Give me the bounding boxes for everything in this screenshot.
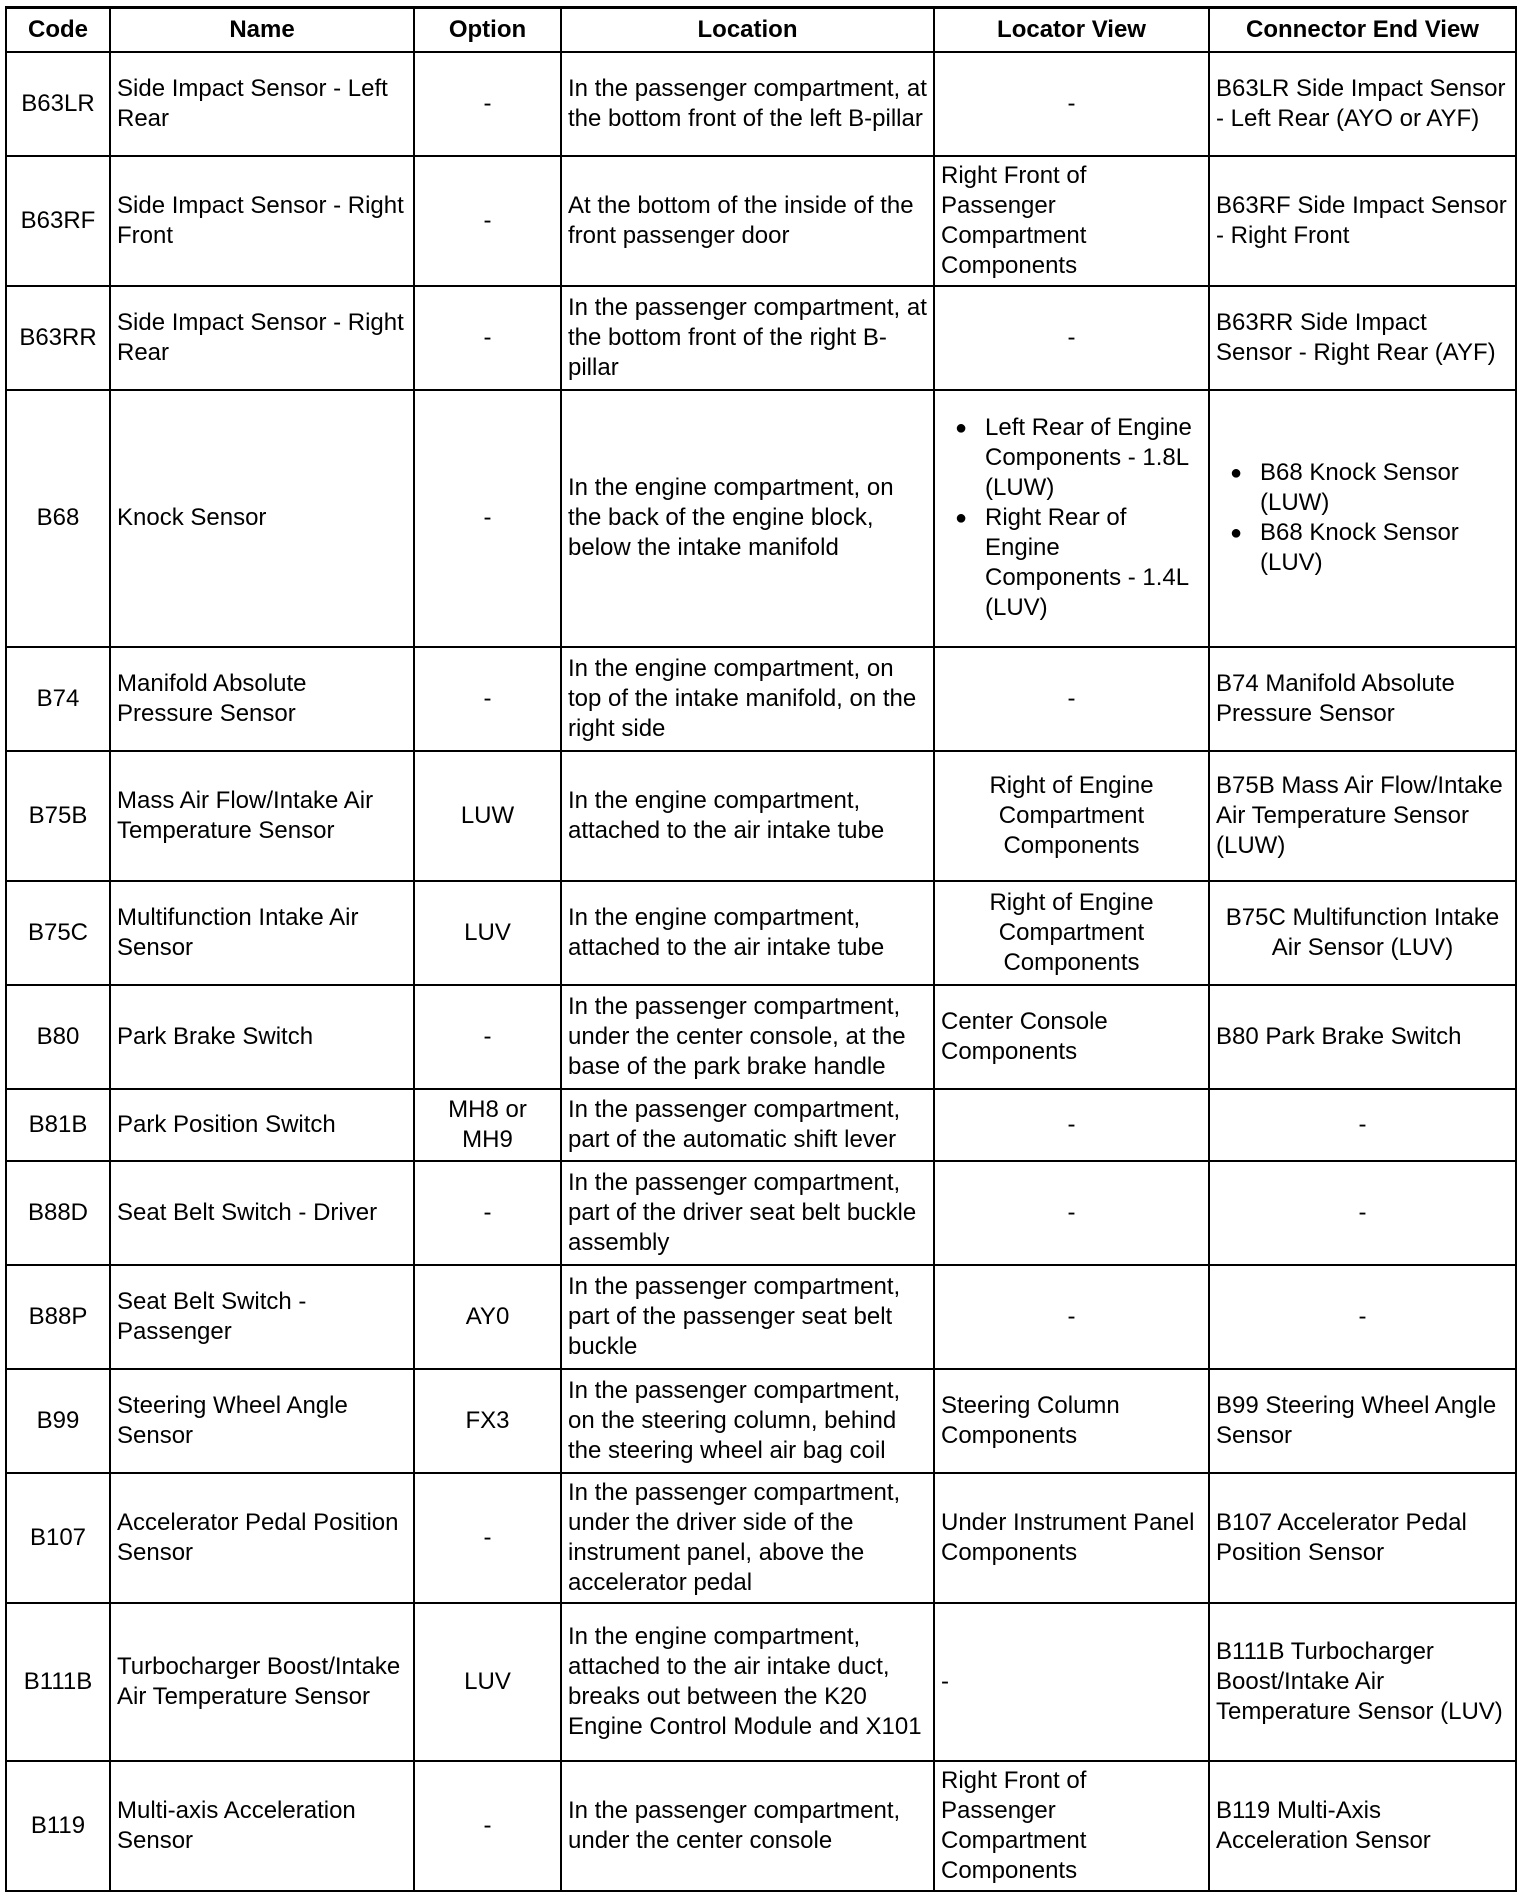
code-cell: B99	[6, 1369, 110, 1473]
table-row	[6, 985, 1516, 1089]
connector-end-view-cell: B119 Multi-Axis Acceleration Sensor	[1209, 1761, 1516, 1891]
header-row	[6, 8, 1516, 52]
header-name: Name	[110, 8, 414, 52]
locator-view-cell: -	[934, 1089, 1209, 1161]
locator-view-cell: Right Front of Passenger Compartment Components	[934, 156, 1209, 286]
option-cell: -	[414, 52, 561, 156]
option-cell: LUW	[414, 751, 561, 881]
list-item: ● B68 Knock Sensor (LUV)	[1216, 518, 1509, 578]
location-cell: In the engine compartment, on top of the intake manifold, on the right side	[561, 647, 934, 751]
name-cell: Knock Sensor	[110, 390, 414, 647]
name-cell: Multifunction Intake Air Sensor	[110, 881, 414, 985]
list-item: ● Left Rear of Engine Components - 1.8L (LUW)	[941, 413, 1202, 503]
locator-view-cell: -	[934, 1265, 1209, 1369]
connector-end-view-cell: -	[1209, 1265, 1516, 1369]
location-cell: In the passenger compartment, part of the driver seat belt buckle assembly	[561, 1161, 934, 1265]
option-cell: -	[414, 286, 561, 390]
table-row	[6, 1761, 1516, 1891]
name-cell: Steering Wheel Angle Sensor	[110, 1369, 414, 1473]
locator-view-cell: Right Front of Passenger Compartment Components	[934, 1761, 1209, 1891]
locator-view-cell: -	[934, 52, 1209, 156]
code-cell: B88P	[6, 1265, 110, 1369]
header-code: Code	[6, 8, 110, 52]
location-cell: In the engine compartment, attached to the air intake tube	[561, 751, 934, 881]
connector-end-view-cell: B63LR Side Impact Sensor - Left Rear (AYO or AYF)	[1209, 52, 1516, 156]
table-row	[6, 286, 1516, 390]
code-cell: B63RR	[6, 286, 110, 390]
option-cell: -	[414, 1161, 561, 1265]
locator-view-cell: Right of Engine Compartment Components	[934, 881, 1209, 985]
locator-view-cell: Right of Engine Compartment Components	[934, 751, 1209, 881]
name-cell: Seat Belt Switch - Passenger	[110, 1265, 414, 1369]
connector-end-view-cell: B63RR Side Impact Sensor - Right Rear (AYF)	[1209, 286, 1516, 390]
code-cell: B75B	[6, 751, 110, 881]
component-locator-table	[5, 6, 1517, 1892]
option-cell: LUV	[414, 881, 561, 985]
header-connector-end-view: Connector End View	[1209, 8, 1516, 52]
connector-end-view-list	[1216, 458, 1509, 578]
code-cell: B111B	[6, 1603, 110, 1761]
connector-end-view-cell: B80 Park Brake Switch	[1209, 985, 1516, 1089]
table-row	[6, 1161, 1516, 1265]
locator-view-cell: Center Console Components	[934, 985, 1209, 1089]
location-cell: In the passenger compartment, under the driver side of the instrument panel, above the accelerator pedal	[561, 1473, 934, 1603]
location-cell: In the passenger compartment, under the center console	[561, 1761, 934, 1891]
option-cell: -	[414, 1761, 561, 1891]
location-cell: At the bottom of the inside of the front passenger door	[561, 156, 934, 286]
locator-view-cell: Steering Column Components	[934, 1369, 1209, 1473]
locator-view-cell: -	[934, 1161, 1209, 1265]
option-cell: AY0	[414, 1265, 561, 1369]
locator-view-list	[941, 413, 1202, 623]
location-cell: In the passenger compartment, part of the passenger seat belt buckle	[561, 1265, 934, 1369]
code-cell: B119	[6, 1761, 110, 1891]
location-cell: In the engine compartment, on the back of the engine block, below the intake manifold	[561, 390, 934, 647]
table-row	[6, 1089, 1516, 1161]
location-cell: In the engine compartment, attached to the air intake tube	[561, 881, 934, 985]
header-option: Option	[414, 8, 561, 52]
name-cell: Accelerator Pedal Position Sensor	[110, 1473, 414, 1603]
name-cell: Seat Belt Switch - Driver	[110, 1161, 414, 1265]
name-cell: Park Position Switch	[110, 1089, 414, 1161]
option-cell: MH8 or MH9	[414, 1089, 561, 1161]
option-cell: FX3	[414, 1369, 561, 1473]
table-row	[6, 751, 1516, 881]
connector-end-view-cell: B75C Multifunction Intake Air Sensor (LUV)	[1209, 881, 1516, 985]
header-location: Location	[561, 8, 934, 52]
table-row	[6, 1603, 1516, 1761]
name-cell: Side Impact Sensor - Left Rear	[110, 52, 414, 156]
location-cell: In the passenger compartment, part of the automatic shift lever	[561, 1089, 934, 1161]
code-cell: B80	[6, 985, 110, 1089]
table-row	[6, 390, 1516, 647]
option-cell: -	[414, 1473, 561, 1603]
code-cell: B107	[6, 1473, 110, 1603]
name-cell: Turbocharger Boost/Intake Air Temperature Sensor	[110, 1603, 414, 1761]
code-cell: B68	[6, 390, 110, 647]
table-row	[6, 156, 1516, 286]
locator-view-cell: -	[934, 647, 1209, 751]
table-row	[6, 647, 1516, 751]
code-cell: B74	[6, 647, 110, 751]
locator-view-cell	[934, 390, 1209, 647]
code-cell: B81B	[6, 1089, 110, 1161]
connector-end-view-cell: -	[1209, 1089, 1516, 1161]
locator-view-cell: -	[934, 1603, 1209, 1761]
table-row	[6, 1369, 1516, 1473]
location-cell: In the passenger compartment, at the bottom front of the left B-pillar	[561, 52, 934, 156]
code-cell: B63LR	[6, 52, 110, 156]
name-cell: Multi-axis Acceleration Sensor	[110, 1761, 414, 1891]
table-row	[6, 1265, 1516, 1369]
name-cell: Side Impact Sensor - Right Rear	[110, 286, 414, 390]
connector-end-view-cell	[1209, 390, 1516, 647]
header-locator-view: Locator View	[934, 8, 1209, 52]
connector-end-view-cell: B63RF Side Impact Sensor - Right Front	[1209, 156, 1516, 286]
name-cell: Mass Air Flow/Intake Air Temperature Sensor	[110, 751, 414, 881]
connector-end-view-cell: B107 Accelerator Pedal Position Sensor	[1209, 1473, 1516, 1603]
code-cell: B63RF	[6, 156, 110, 286]
location-cell: In the passenger compartment, at the bottom front of the right B-pillar	[561, 286, 934, 390]
connector-end-view-cell: -	[1209, 1161, 1516, 1265]
list-item: ● B68 Knock Sensor (LUW)	[1216, 458, 1509, 518]
option-cell: -	[414, 647, 561, 751]
name-cell: Manifold Absolute Pressure Sensor	[110, 647, 414, 751]
code-cell: B75C	[6, 881, 110, 985]
table-row	[6, 881, 1516, 985]
option-cell: -	[414, 156, 561, 286]
table-row	[6, 1473, 1516, 1603]
option-cell: -	[414, 390, 561, 647]
location-cell: In the passenger compartment, on the steering column, behind the steering wheel air bag coil	[561, 1369, 934, 1473]
location-cell: In the engine compartment, attached to the air intake duct, breaks out between the K20 Engine Control Module and X101	[561, 1603, 934, 1761]
connector-end-view-cell: B111B Turbocharger Boost/Intake Air Temperature Sensor (LUV)	[1209, 1603, 1516, 1761]
option-cell: LUV	[414, 1603, 561, 1761]
name-cell: Park Brake Switch	[110, 985, 414, 1089]
option-cell: -	[414, 985, 561, 1089]
connector-end-view-cell: B74 Manifold Absolute Pressure Sensor	[1209, 647, 1516, 751]
list-item: ● Right Rear of Engine Components - 1.4L (LUV)	[941, 503, 1202, 623]
code-cell: B88D	[6, 1161, 110, 1265]
connector-end-view-cell: B75B Mass Air Flow/Intake Air Temperature Sensor (LUW)	[1209, 751, 1516, 881]
locator-view-cell: Under Instrument Panel Components	[934, 1473, 1209, 1603]
locator-view-cell: -	[934, 286, 1209, 390]
table-row	[6, 52, 1516, 156]
location-cell: In the passenger compartment, under the center console, at the base of the park brake handle	[561, 985, 934, 1089]
name-cell: Side Impact Sensor - Right Front	[110, 156, 414, 286]
connector-end-view-cell: B99 Steering Wheel Angle Sensor	[1209, 1369, 1516, 1473]
